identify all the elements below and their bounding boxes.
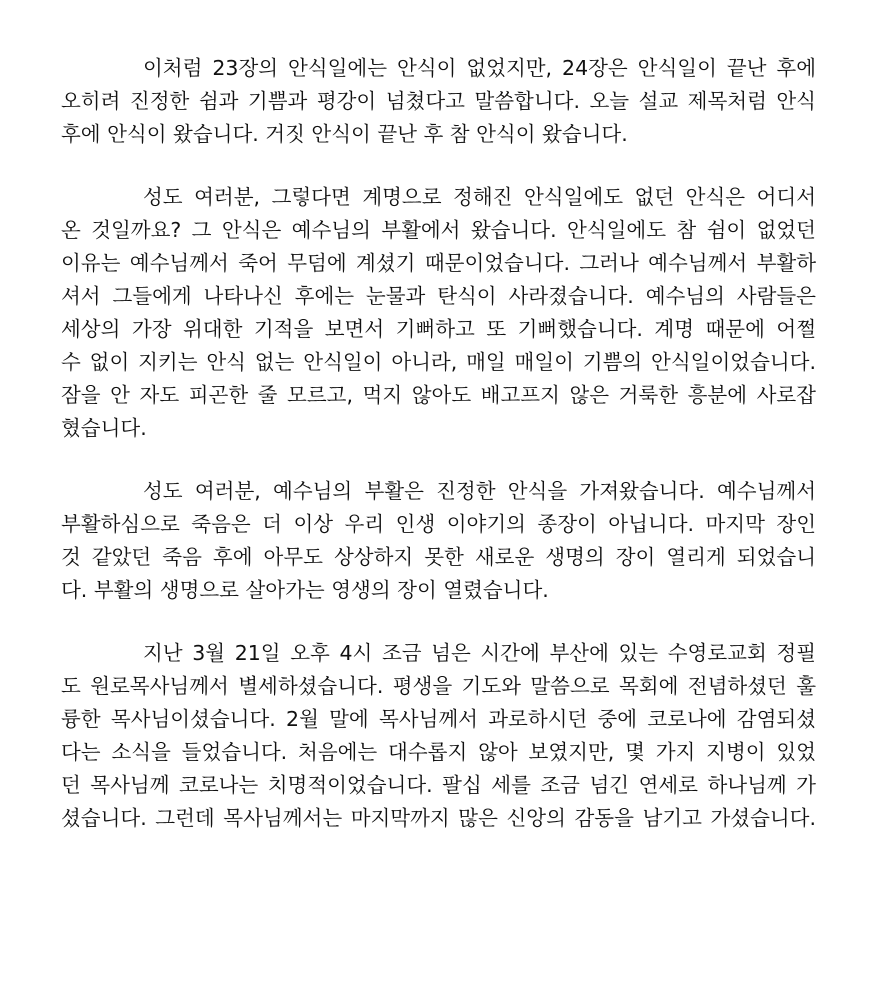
text-line: 부활하심으로 죽음은 더 이상 우리 인생 이야기의 종장이 아닙니다. 마지막 장인: [61, 512, 816, 536]
text-line: 다. 부활의 생명으로 살아가는 영생의 장이 열렸습니다.: [61, 578, 549, 602]
text-line: 륭한 목사님이셨습니다. 2월 말에 목사님께서 과로하시던 중에 코로나에 감염되셨: [61, 707, 816, 731]
text-line: 이처럼 23장의 안식일에는 안식이 없었지만, 24장은 안식일이 끝난 후에: [143, 56, 816, 80]
paragraph-1: [61, 52, 816, 151]
text-line: 오히려 진정한 쉼과 기쁨과 평강이 넘쳤다고 말씀합니다. 오늘 설교 제목처럼 안식: [61, 89, 816, 113]
text-line: 후에 안식이 왔습니다. 거짓 안식이 끝난 후 참 안식이 왔습니다.: [61, 122, 628, 146]
text-line: 것 같았던 죽음 후에 아무도 상상하지 못한 새로운 생명의 장이 열리게 되었습니: [61, 545, 816, 569]
text-line: 지난 3월 21일 오후 4시 조금 넘은 시간에 부산에 있는 수영로교회 정필: [143, 641, 816, 665]
paragraph-2: [61, 181, 816, 445]
text-line: 잠을 안 자도 피곤한 줄 모르고, 먹지 않아도 배고프지 않은 거룩한 흥분에 사로잡: [61, 383, 816, 407]
text-line: 셨습니다. 그런데 목사님께서는 마지막까지 많은 신앙의 감동을 남기고 가셨습니다.: [61, 806, 816, 830]
text-line: 수 없이 지키는 안식 없는 안식일이 아니라, 매일 매일이 기쁨의 안식일이었습니다.: [61, 350, 816, 374]
text-line: 셔서 그들에게 나타나신 후에는 눈물과 탄식이 사라졌습니다. 예수님의 사람들은: [61, 284, 816, 308]
text-line: 던 목사님께 코로나는 치명적이었습니다. 팔십 세를 조금 넘긴 연세로 하나님께 가: [61, 773, 816, 797]
text-line: 혔습니다.: [61, 416, 147, 440]
text-line: 세상의 가장 위대한 기적을 보면서 기뻐하고 또 기뻐했습니다. 계명 때문에 어쩔: [61, 317, 816, 341]
text-line: 도 원로목사님께서 별세하셨습니다. 평생을 기도와 말씀으로 목회에 전념하셨던 훌: [61, 674, 816, 698]
paragraph-4: [61, 637, 816, 835]
text-line: 온 것일까요? 그 안식은 예수님의 부활에서 왔습니다. 안식일에도 참 쉼이 없었던: [61, 218, 816, 242]
text-line: 다는 소식을 들었습니다. 처음에는 대수롭지 않아 보였지만, 몇 가지 지병이 있었: [61, 740, 816, 764]
text-line: 성도 여러분, 예수님의 부활은 진정한 안식을 가져왔습니다. 예수님께서: [143, 479, 816, 503]
document-page: [61, 52, 816, 865]
text-line: 이유는 예수님께서 죽어 무덤에 계셨기 때문이었습니다. 그러나 예수님께서 부활하: [61, 251, 816, 275]
text-line: 성도 여러분, 그렇다면 계명으로 정해진 안식일에도 없던 안식은 어디서: [143, 185, 816, 209]
paragraph-3: [61, 475, 816, 607]
